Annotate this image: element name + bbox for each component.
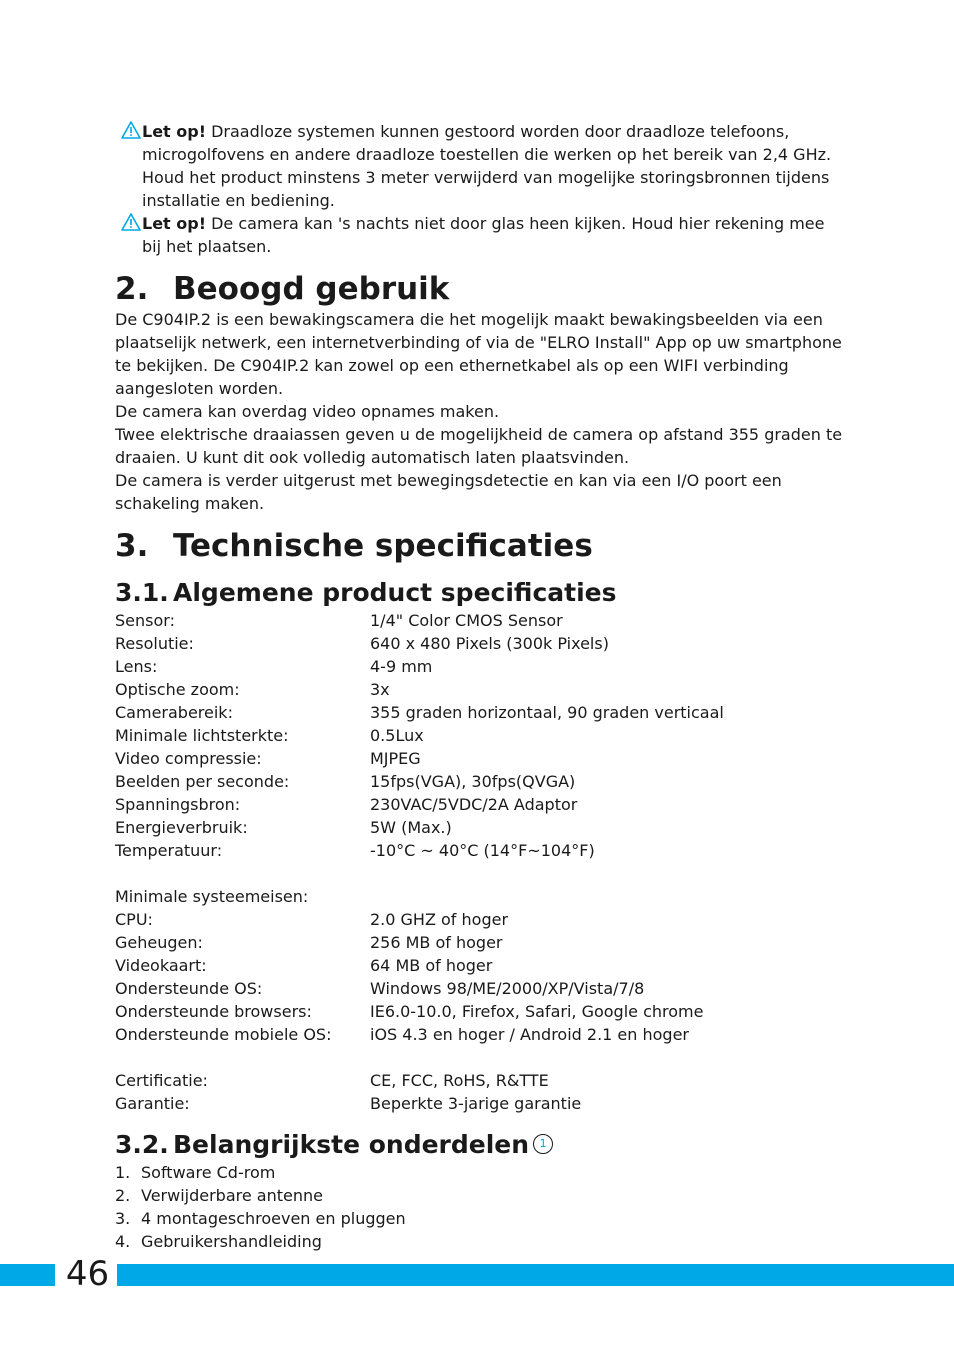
spec-key: Temperatuur:: [115, 841, 223, 860]
list-text: Verwijderbare antenne: [141, 1186, 323, 1205]
spec-key: CPU:: [115, 910, 153, 929]
spec-value: 355 graden horizontaal, 90 graden verticaal: [370, 703, 724, 722]
section-heading-2: [115, 270, 845, 308]
page-content: [115, 120, 845, 1253]
list-item: [115, 1184, 845, 1207]
list-text: Software Cd-rom: [141, 1163, 276, 1182]
heading-title: Algemene product specificaties: [173, 578, 617, 607]
warning-text: De camera kan 's nachts niet door glas heen kijken. Houd hier rekening mee bij het plaatsen.: [142, 214, 825, 256]
spec-value: Windows 98/ME/2000/XP/Vista/7/8: [370, 979, 645, 998]
spec-row: [115, 1092, 845, 1115]
warning-text: Draadloze systemen kunnen gestoord worden door draadloze telefoons, microgolfovens en andere draadloze toestellen die werken op het bereik van 2,4 GHz. Houd het product minstens 3 meter verwijderd van mogelijke storingsbronnen tijdens installatie en bediening.: [142, 122, 832, 210]
list-item: [115, 1161, 845, 1184]
spec-row: [115, 1000, 845, 1023]
spec-key: Optische zoom:: [115, 680, 240, 699]
spec-key: Ondersteunde OS:: [115, 979, 263, 998]
spec-value: 5W (Max.): [370, 818, 452, 837]
spec-row: [115, 632, 845, 655]
footer-bar-right: [117, 1264, 954, 1286]
warning-label: Let op!: [142, 122, 207, 141]
spec-key: Resolutie:: [115, 634, 194, 653]
spec-row: [115, 908, 845, 931]
list-text: 4 montageschroeven en pluggen: [141, 1209, 406, 1228]
spec-row: [115, 701, 845, 724]
spec-value: IE6.0-10.0, Firefox, Safari, Google chrome: [370, 1002, 704, 1021]
spec-row: [115, 609, 845, 632]
spec-value: iOS 4.3 en hoger / Android 2.1 en hoger: [370, 1025, 690, 1044]
spec-key: Lens:: [115, 657, 158, 676]
spec-row: [115, 839, 845, 862]
list-number: 1.: [115, 1163, 131, 1182]
list-item: [115, 1207, 845, 1230]
warning-note-1: [115, 120, 845, 212]
list-number: 2.: [115, 1186, 131, 1205]
heading-number: 3.2.: [115, 1130, 169, 1159]
figure-reference-badge: 1: [533, 1134, 553, 1154]
list-number: 4.: [115, 1232, 131, 1251]
spec-key: Minimale systeemeisen:: [115, 887, 309, 906]
section-heading-3-2: [115, 1129, 845, 1161]
spec-row: [115, 747, 845, 770]
spec-value: MJPEG: [370, 749, 421, 768]
spec-value: CE, FCC, RoHS, R&TTE: [370, 1071, 549, 1090]
spec-value: 2.0 GHZ of hoger: [370, 910, 509, 929]
list-item: [115, 1230, 845, 1253]
spec-row: [115, 678, 845, 701]
spec-key: Geheugen:: [115, 933, 203, 952]
section-heading-3-1: [115, 577, 845, 609]
section-heading-3: [115, 527, 845, 565]
spec-key: Video compressie:: [115, 749, 262, 768]
spec-key: Ondersteunde mobiele OS:: [115, 1025, 332, 1044]
spec-key: Garantie:: [115, 1094, 190, 1113]
heading-title: Belangrijkste onderdelen: [173, 1130, 530, 1159]
spec-key: Certificatie:: [115, 1071, 208, 1090]
spec-key: Camerabereik:: [115, 703, 233, 722]
spec-value: 640 x 480 Pixels (300k Pixels): [370, 634, 609, 653]
spec-row: [115, 977, 845, 1000]
spec-row: [115, 931, 845, 954]
warning-note-2: [115, 212, 845, 258]
spec-key: Beelden per seconde:: [115, 772, 290, 791]
spec-value: 230VAC/5VDC/2A Adaptor: [370, 795, 578, 814]
spec-value: -10°C ~ 40°C (14°F~104°F): [370, 841, 595, 860]
system-requirements-title: [115, 885, 845, 908]
spec-key: Ondersteunde browsers:: [115, 1002, 312, 1021]
spec-key: Spanningsbron:: [115, 795, 241, 814]
spec-row: [115, 816, 845, 839]
spec-key: Sensor:: [115, 611, 175, 630]
spacer: [115, 862, 845, 885]
spec-value: Beperkte 3-jarige garantie: [370, 1094, 582, 1113]
heading-number: 2.: [115, 271, 149, 307]
spec-row: [115, 954, 845, 977]
spec-value: 15fps(VGA), 30fps(QVGA): [370, 772, 576, 791]
warning-label: Let op!: [142, 214, 207, 233]
spacer: [115, 1046, 845, 1069]
warning-triangle-icon: [121, 121, 141, 139]
spec-row: [115, 724, 845, 747]
spec-value: 256 MB of hoger: [370, 933, 503, 952]
heading-title: Technische specificaties: [173, 528, 593, 564]
list-text: Gebruikershandleiding: [141, 1232, 322, 1251]
spec-row: [115, 793, 845, 816]
heading-title: Beoogd gebruik: [173, 271, 450, 307]
spec-row: [115, 1069, 845, 1092]
spec-key: Energieverbruik:: [115, 818, 248, 837]
paragraph: De camera kan overdag video opnames maken.: [115, 402, 500, 421]
list-number: 3.: [115, 1209, 131, 1228]
spec-value: 4-9 mm: [370, 657, 433, 676]
paragraph: De camera is verder uitgerust met bewegingsdetectie en kan via een I/O poort een schakeling maken.: [115, 471, 782, 513]
spec-table: [115, 609, 845, 1115]
heading-number: 3.: [115, 528, 149, 564]
spec-key: Videokaart:: [115, 956, 207, 975]
footer-bar-left: [0, 1264, 55, 1286]
paragraph: Twee elektrische draaiassen geven u de mogelijkheid de camera op afstand 355 graden te draaien. U kunt dit ook volledig automatisch laten plaatsvinden.: [115, 425, 843, 467]
heading-number: 3.1.: [115, 578, 169, 607]
parts-list: [115, 1161, 845, 1253]
spec-value: 64 MB of hoger: [370, 956, 493, 975]
spec-row: [115, 655, 845, 678]
spec-value: 3x: [370, 680, 390, 699]
warning-triangle-icon: [121, 213, 141, 231]
spec-value: 0.5Lux: [370, 726, 424, 745]
paragraph: De C904IP.2 is een bewakingscamera die het mogelijk maakt bewakingsbeelden via een plaatselijk netwerk, een internetverbinding of via de "ELRO Install" App op uw smartphone te bekijken. De C904IP.2 kan zowel op een ethernetkabel als op een WIFI verbinding aangesloten worden.: [115, 310, 842, 398]
spec-value: 1/4" Color CMOS Sensor: [370, 611, 563, 630]
spec-row: [115, 1023, 845, 1046]
spec-row: [115, 770, 845, 793]
page-number: 46: [65, 1254, 110, 1294]
spec-key: Minimale lichtsterkte:: [115, 726, 289, 745]
